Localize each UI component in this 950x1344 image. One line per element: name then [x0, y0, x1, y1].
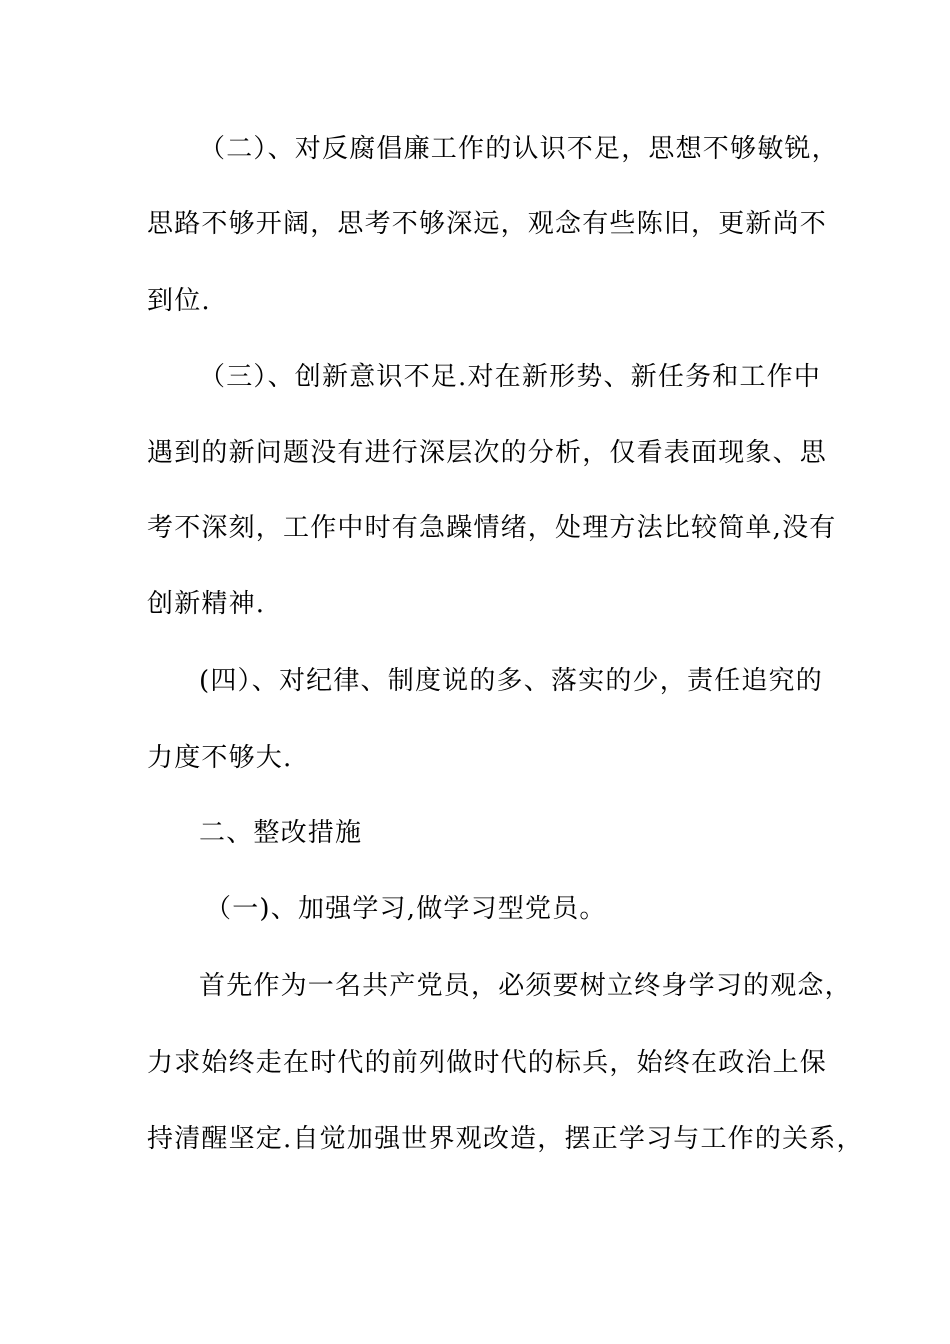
paragraph-4-line-2: 力度不够大. — [147, 743, 293, 773]
paragraph-2-line-3: 到位. — [147, 286, 211, 316]
paragraph-5-line-3: 持清醒坚定.自觉加强世界观改造，摆正学习与工作的关系， — [147, 1124, 864, 1154]
paragraph-5-line-1: 首先作为一名共产党员，必须要树立终身学习的观念， — [199, 971, 852, 1001]
section-heading: 二、整改措施 — [199, 818, 363, 848]
paragraph-3-line-4: 创新精神. — [147, 589, 266, 619]
paragraph-4-line-1: (四）、对纪律、制度说的多、落实的少，责任追究的 — [199, 666, 823, 696]
paragraph-3-line-1: （三）、创新意识不足.对在新形势、新任务和工作中 — [199, 362, 822, 392]
subsection-heading: （一)、加强学习,做学习型党员。 — [205, 894, 607, 924]
paragraph-3-line-3: 考不深刻，工作中时有急躁情绪，处理方法比较简单,没有 — [147, 513, 837, 543]
paragraph-2-line-1: （二）、对反腐倡廉工作的认识不足，思想不够敏锐， — [199, 134, 839, 164]
paragraph-3-line-2: 遇到的新问题没有进行深层次的分析，仅看表面现象、思 — [147, 438, 828, 468]
paragraph-2-line-2: 思路不够开阔，思考不够深远，观念有些陈旧，更新尚不 — [147, 209, 828, 239]
paragraph-5-line-2: 力求始终走在时代的前列做时代的标兵，始终在政治上保 — [147, 1048, 828, 1078]
